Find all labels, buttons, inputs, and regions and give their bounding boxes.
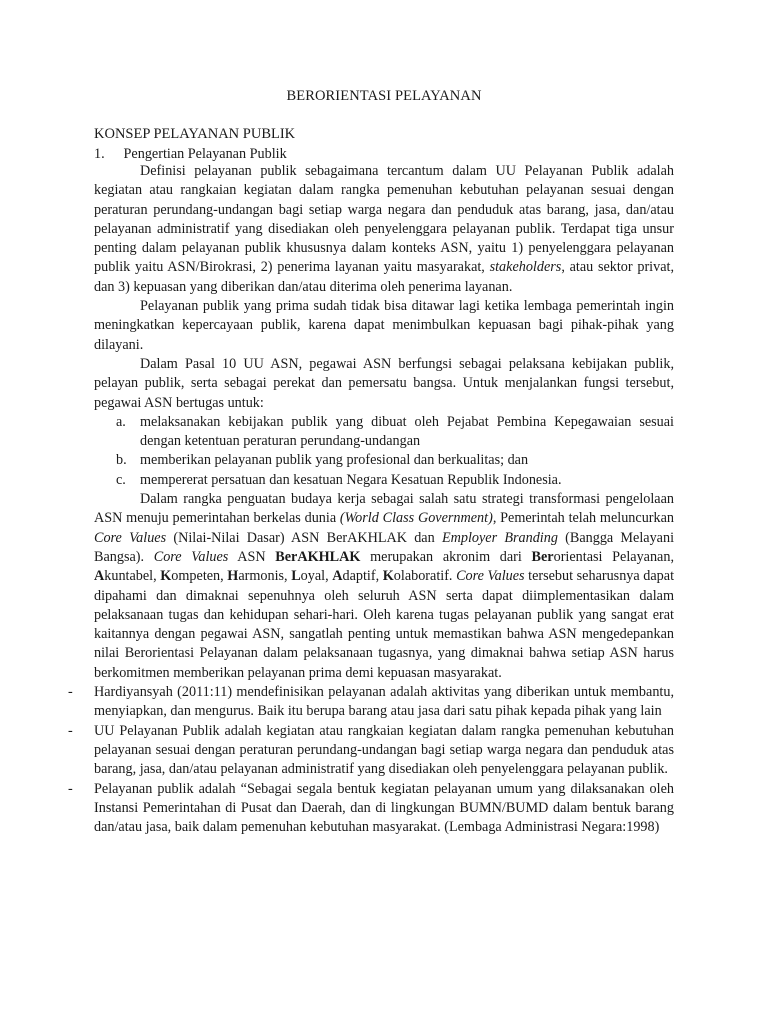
paragraph-text: ompeten, (171, 568, 228, 585)
list-marker: a. (116, 413, 126, 430)
item-number: 1. (94, 146, 105, 162)
paragraph-asn-function: Dalam Pasal 10 UU ASN, pegawai ASN berfungsi sebagai pelaksana kebijakan publik, pelayan publik, serta sebagai perekat dan pemersatu bangsa. Untuk menjalankan fungsi tersebut, pegawai ASN bertugas untuk: (94, 355, 674, 411)
list-item (68, 683, 674, 722)
list-item-text: UU Pelayanan Publik adalah kegiatan atau rangkaian kegiatan dalam rangka pemenuhan kebutuhan pelayanan sesuai dengan peraturan perundang-undangan bagi setiap warga negara dan penduduk atas barang, jasa, dan/atau pelayanan administratif yang disediakan oleh penyelenggara pelayanan publik. (94, 722, 674, 778)
bold-term: A (332, 568, 343, 585)
italic-term: Core Values (456, 568, 525, 585)
definitions-list (68, 683, 674, 837)
list-item-text: melaksanakan kebijakan publik yang dibuat oleh Pejabat Pembina Kepegawaian sesuai dengan ketentuan peraturan perundang-undangan (140, 413, 674, 450)
paragraph-text: , atau sektor privat, dan 3) kepuasan yang diberikan dan/atau diterima oleh penerima layanan. (94, 259, 674, 295)
paragraph-text: tersebut seharusnya dapat dipahami dan dimaknai sepenuhnya oleh seluruh ASN serta dapat diimplementasikan dalam pelaksanaan tugas dan kehidupan sehari-hari. Oleh karena tugas pelayanan publik yang sangat erat kaitannya dengan pegawai ASN, sangatlah penting untuk memastikan bahwa ASN mengedepankan nilai Berorientasi Pelayanan dalam pelaksanaan tugasnya, yang dimaknai bahwa setiap ASN harus berkomitmen memberikan pelayanan prima demi kepuasan masyarakat. (94, 568, 675, 681)
list-item (94, 451, 674, 470)
item-label: Pengertian Pelayanan Publik (123, 146, 287, 162)
duties-list (94, 413, 674, 490)
bold-term: BerAKHLAK (275, 548, 361, 565)
document-title: BERORIENTASI PELAYANAN (286, 88, 482, 104)
bold-term: Ber (531, 548, 554, 565)
paragraph-text: oyal, (300, 568, 333, 585)
list-item (94, 471, 674, 490)
numbered-heading (94, 146, 287, 163)
paragraph-prime-service: Pelayanan publik yang prima sudah tidak bisa ditawar lagi ketika lembaga pemerintah ingin meningkatkan kepercayaan publik, karena dapat menimbulkan kepuasan bagi pihak-pihak yang dilayani. (94, 298, 674, 353)
list-item (94, 413, 674, 452)
list-item-text: mempererat persatuan dan kesatuan Negara Kesatuan Republik Indonesia. (140, 471, 562, 488)
paragraph-text: kuntabel, (104, 568, 161, 585)
paragraph-definition (94, 162, 674, 297)
list-marker: - (68, 722, 73, 739)
list-item (68, 780, 674, 838)
list-marker: - (68, 780, 73, 797)
paragraph-text: armonis, (238, 568, 292, 585)
italic-term: Core Values (153, 548, 229, 565)
list-marker: - (68, 684, 73, 701)
list-item-text: memberikan pelayanan publik yang profesional dan berkualitas; dan (140, 452, 529, 469)
list-marker: b. (116, 452, 127, 469)
bold-term: K (160, 568, 172, 585)
list-item (68, 722, 674, 780)
section-title: KONSEP PELAYANAN PUBLIK (94, 126, 296, 142)
paragraph-core-values (94, 490, 674, 683)
paragraph-text: Definisi pelayanan publik sebagaimana tercantum dalam UU Pelayanan Publik adalah kegiatan atau rangkaian kegiatan dalam rangka pemenuhan kebutuhan pelayanan sesuai dengan peraturan perundang-undangan bagi setiap warga negara dan penduduk atas barang, jasa, dan/atau pelayanan administratif yang disediakan oleh penyelenggara pelayanan publik. Terdapat tiga unsur penting dalam pelayanan publik khususnya dalam konteks ASN, yaitu 1) penyelenggara pelayanan publik yaitu ASN/Birokrasi, 2) penerima layanan yaitu masyarakat, (94, 163, 674, 276)
list-item-text: Pelayanan publik adalah “Sebagai segala bentuk kegiatan pelayanan umum yang dilaksanakan oleh Instansi Pemerintahan di Pusat dan Daerah, dan di lingkungan BUMN/BUMD dalam bentuk barang dan/atau jasa, baik dalam pemenuhan kebutuhan masyarakat. (Lembaga Administrasi Negara:1998) (94, 780, 674, 836)
document-body (68, 162, 675, 837)
paragraph-text: ASN (228, 548, 276, 565)
paragraph-text: daptif, (342, 568, 383, 585)
italic-term: Core Values (94, 529, 167, 546)
paragraph-text: olaboratif. (393, 568, 457, 585)
italic-term: (World Class Government) (339, 510, 493, 527)
paragraph-text: Dalam rangka penguatan budaya kerja sebagai salah satu strategi transformasi pengelolaan ASN menuju pemerintahan berkelas dunia (94, 491, 674, 527)
italic-term: Employer Branding (441, 529, 558, 546)
list-item-text: Hardiyansyah (2011:11) mendefinisikan pelayanan adalah aktivitas yang diberikan untuk membantu, menyiapkan, dan mengurus. Baik itu berupa barang atau jasa dari satu pihak kepada pihak yang lain (94, 684, 674, 720)
list-marker: c. (116, 471, 126, 488)
bold-term: H (227, 568, 239, 585)
paragraph-text: (Nilai-Nilai Dasar) ASN BerAKHLAK dan (166, 529, 442, 546)
paragraph-text: merupakan akronim dari (360, 548, 532, 565)
bold-term: A (94, 568, 105, 585)
italic-term: stakeholders (489, 259, 562, 276)
paragraph-text: (Bangga Melayani Bangsa). (94, 529, 675, 565)
paragraph-text: , Pemerintah telah meluncurkan (492, 510, 674, 527)
bold-term: K (382, 568, 394, 585)
paragraph-text: orientasi Pelayanan, (553, 548, 674, 565)
bold-term: L (291, 568, 301, 585)
